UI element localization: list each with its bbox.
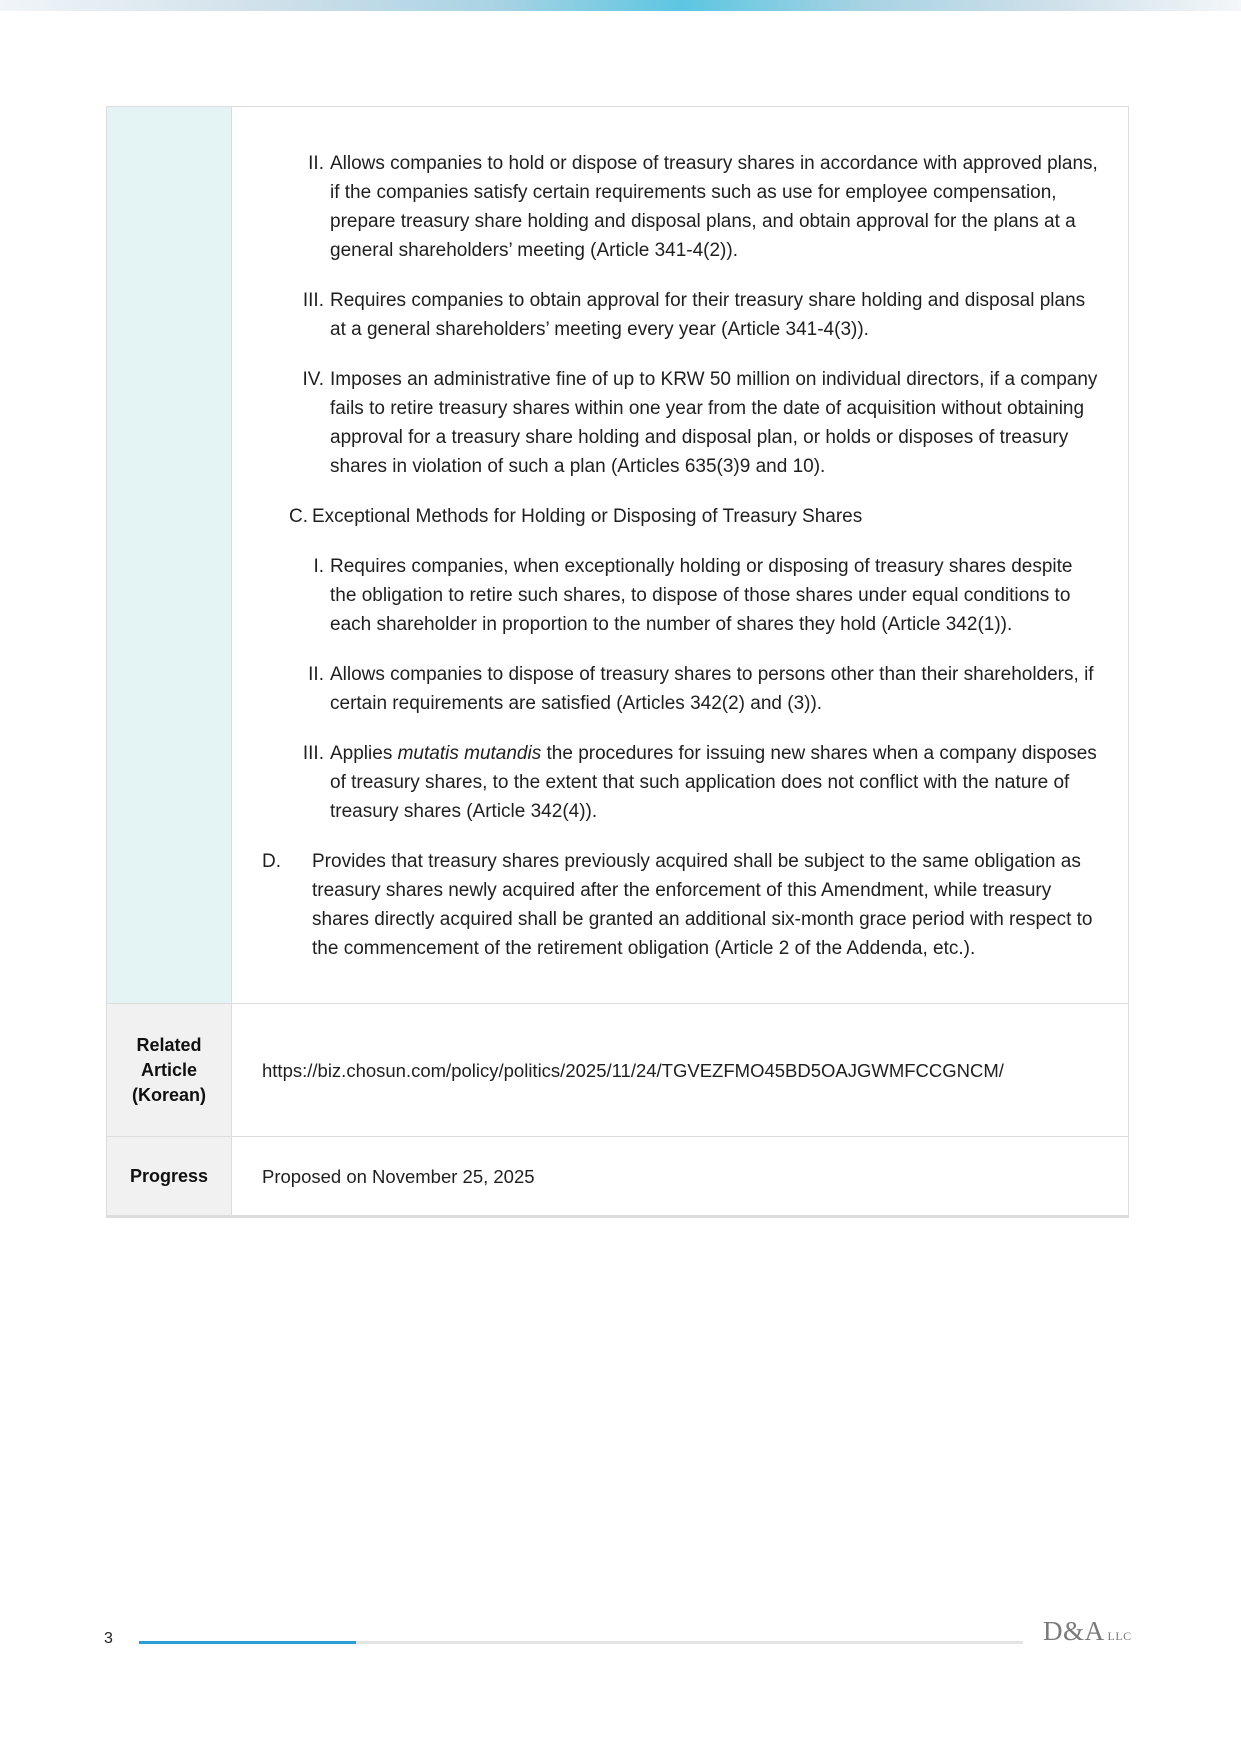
table-row-details: [107, 107, 1128, 1004]
related-article-value: [232, 1004, 1128, 1136]
progress-label: Progress: [107, 1137, 232, 1215]
details-content: [232, 107, 1128, 1003]
section-letter: C.: [289, 506, 308, 527]
list-item: [262, 552, 1102, 639]
item-number: I.: [313, 556, 324, 577]
related-article-label: Related Article (Korean): [107, 1004, 232, 1136]
item-number: II.: [308, 153, 324, 174]
item-text-italic: mutatis mutandis: [397, 743, 542, 764]
list-item: [262, 286, 1102, 344]
table-row-related-article: [107, 1004, 1128, 1137]
item-number: IV.: [302, 369, 324, 390]
item-text: Requires companies to obtain approval for their treasury share holding and disposal plans at a general shareholders’ meeting every year (Article 341-4(3)).: [330, 290, 1086, 340]
list-item: [262, 365, 1102, 481]
section-heading: [262, 502, 1102, 531]
item-text-pre: Applies: [330, 743, 398, 764]
footer-progress-fill: [139, 1641, 356, 1644]
top-gradient-band: [0, 0, 1241, 11]
progress-text: Proposed on November 25, 2025: [262, 1165, 535, 1187]
logo-suffix: LLC: [1107, 1629, 1132, 1643]
item-text: Allows companies to dispose of treasury shares to persons other than their shareholders, if certain requirements are satisfied (Articles 342(2) and (3)).: [330, 664, 1094, 714]
section-title: Exceptional Methods for Holding or Disposing of Treasury Shares: [312, 506, 863, 527]
section-item: [262, 847, 1102, 963]
document-table: [106, 106, 1129, 1218]
item-text: [330, 743, 1097, 822]
footer-progress-line: [139, 1641, 1023, 1644]
item-text: Allows companies to hold or dispose of treasury shares in accordance with approved plans, if the companies satisfy certain requirements such as use for employee compensation, prepare treasury share holding and disposal plans, and obtain approval for the plans at a general shareholders’ meeting (Article 341-4(2)).: [330, 153, 1098, 261]
item-text: Requires companies, when exceptionally holding or disposing of treasury shares despite the obligation to retire such shares, to dispose of those shares under equal conditions to each shareholder in proportion to the number of shares they hold (Article 342(1)).: [330, 556, 1073, 635]
page-number: 3: [104, 1630, 113, 1647]
company-logo: [1043, 1616, 1132, 1647]
section-letter: D.: [262, 851, 281, 872]
list-item: [262, 739, 1102, 826]
table-row-progress: [107, 1137, 1128, 1215]
row-label-empty: [107, 107, 232, 1003]
logo-text: D&A: [1043, 1616, 1105, 1646]
list-item: [262, 660, 1102, 718]
item-text: Imposes an administrative fine of up to KRW 50 million on individual directors, if a company fails to retire treasury shares within one year from the date of acquisition without obtaining approval for a treasury share holding and disposal plan, or holds or disposes of treasury shares in violation of such a plan (Articles 635(3)9 and 10).: [330, 369, 1098, 477]
item-number: II.: [308, 664, 324, 685]
item-text-post: the procedures for issuing new shares when a company disposes of treasury shares, to the extent that such application does not conflict with the nature of treasury shares (Article 342(4)).: [330, 743, 1097, 822]
list-item: [262, 149, 1102, 265]
section-text: Provides that treasury shares previously acquired shall be subject to the same obligation as treasury shares newly acquired after the enforcement of this Amendment, while treasury shares directly acquired shall be granted an additional six-month grace period with respect to the commencement of the retirement obligation (Article 2 of the Addenda, etc.).: [312, 851, 1093, 959]
progress-value: [232, 1137, 1128, 1215]
item-number: III.: [302, 290, 324, 311]
item-number: III.: [302, 743, 324, 764]
related-article-link[interactable]: https://biz.chosun.com/policy/politics/2025/11/24/TGVEZFMO45BD5OAJGWMFCCGNCM/: [262, 1059, 1004, 1081]
